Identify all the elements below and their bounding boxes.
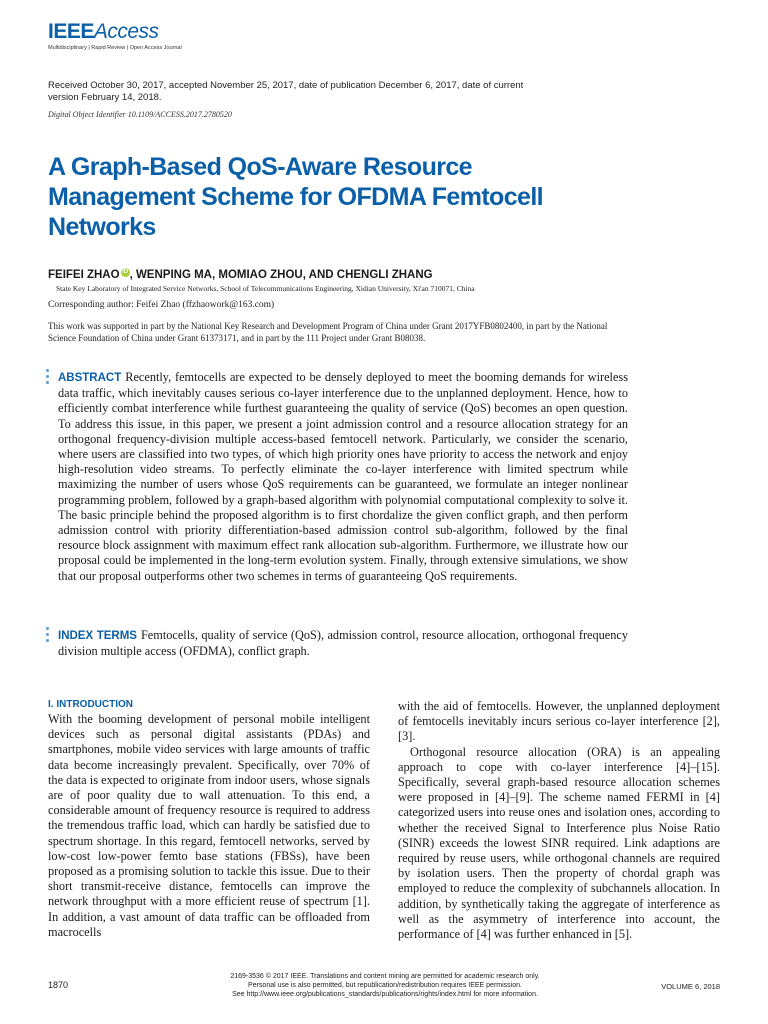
index-terms-text: Femtocells, quality of service (QoS), admission control, resource allocation, orthogonal frequency division multiple access (OFDMA), conflict graph. xyxy=(58,628,629,659)
affiliation: State Key Laboratory of Integrated Service Networks, School of Telecommunications Engineering, Xidian University, Xi'an 710071, China xyxy=(56,284,475,293)
page-number: 1870 xyxy=(48,980,69,990)
body-column-right xyxy=(398,699,720,942)
abstract-text: Recently, femtocells are expected to be densely deployed to meet the booming demands for wireless data traffic, which inevitably causes serious co-layer interference due to the unplanned deployment. Hence, how to efficiently combat interference while furthest guaranteeing the quality of service (QoS) becomes an open question. To address this issue, in this paper, we present a joint admission control and a resource allocation strategy for an orthogonal frequency-division multiple access-based femtocell network. Particularly, we consider the scenario, where users are classified into two types, of which high priority ones have priority to access the network and enjoy high-resolution video streams. To perfectly eliminate the co-layer interference with limited spectrum while maximizing the number of users whose QoS requirements can be guaranteed, we formulate an integer nonlinear programming problem, followed by a graph-based algorithm with polynomial computational complexity to solve it. The basic principle behind the proposed algorithm is to first chordalize the given conflict graph, and then perform admission control with priority differentiation-based admission control sub-algorithm, followed by the final resource block assignment with maximum effect rank allocation sub-algorithm. Furthermore, we illustrate how our proposal could be implemented in the long-term evolution system. Finally, through extensive simulations, we show that our proposal outperforms other two schemes in terms of guaranteeing QoS requirements. xyxy=(58,370,628,583)
journal-logo xyxy=(48,20,182,51)
abstract-heading: ABSTRACT xyxy=(58,372,122,384)
abstract-marker-icon xyxy=(46,369,49,387)
intro-paragraph-1-cont: with the aid of femtocells. However, the unplanned deployment of femtocells inevitably incurs serious co-layer interference [2], [3]. xyxy=(398,699,720,744)
index-terms xyxy=(58,628,628,659)
paper-title: A Graph-Based QoS-Aware Resource Management Scheme for OFDMA Femtocell Networks xyxy=(48,153,544,241)
orcid-icon[interactable]: iD xyxy=(122,269,129,275)
intro-paragraph-2: Orthogonal resource allocation (ORA) is an appealing approach to cope with co-layer interference [4]–[15]. Specifically, several graph-based resource allocation schemes were proposed in [4]–[9]. The scheme named FERMI in [4] categorized users into reuse ones and isolation ones, according to whether the received Signal to Interference plus Noise Ratio (SINR) exceeds the lowest SINR required. Link adaptions are required by reuse users, while orthogonal channels are required by isolation users. Then the property of chordal graph was employed to reduce the complexity of subchannels allocation. In addition, by synthetically taking the aggregate of interference as well as the asymmetry of interference into account, the performance of [4] was further enhanced in [5]. xyxy=(398,744,720,942)
author-list xyxy=(48,268,433,281)
doi: Digital Object Identifier 10.1109/ACCESS.2017.2780520 xyxy=(48,110,232,119)
index-terms-heading: INDEX TERMS xyxy=(58,630,137,642)
journal-tagline: Multidisciplinary | Rapid Review | Open Access Journal xyxy=(48,45,182,51)
section-heading-introduction: I. INTRODUCTION xyxy=(48,699,133,710)
volume-label: VOLUME 6, 2018 xyxy=(661,982,720,991)
index-terms-marker-icon xyxy=(46,627,49,645)
intro-paragraph-1: With the booming development of personal mobile intelligent devices such as personal digital assistants (PDAs) and smartphones, mobile video services with large amounts of traffic data become increasingly prevalent. Specifically, over 70% of the data is expected to originate from indoor users, whose signals are of poor quality due to wall attenuation. To this end, a considerable amount of frequency resource is required to address the tremendous traffic load, which can hardly be satisfied due to spectrum shortage. In this regard, femtocell networks, served by low-cost low-power femto base stations (FBSs), have been proposed as a promising solution to tackle this issue. Due to their short transmit-receive distance, femtocells can improve the network throughput with a more efficient reuse of spectrum [1]. In addition, a vast amount of data traffic can be offloaded from macrocells xyxy=(48,712,370,939)
footer-line-3: See http://www.ieee.org/publications_standards/publications/rights/index.html for more information. xyxy=(232,991,538,998)
corresponding-author: Corresponding author: Feifei Zhao (ffzhaowork@163.com) xyxy=(48,300,275,310)
footer-line-2: Personal use is also permitted, but republication/redistribution requires IEEE permission. xyxy=(248,982,522,989)
other-authors: , WENPING MA, MOMIAO ZHOU, AND CHENGLI ZHANG xyxy=(129,268,433,281)
logo-access: Access xyxy=(93,20,159,43)
copyright-footer xyxy=(190,972,580,999)
funding-note: This work was supported in part by the National Key Research and Development Program of China under Grant 2017YFB0802400, in part by the National Science Foundation of China under Grant 61373171, and in part by the 111 Project under Grant B08038. xyxy=(48,321,608,343)
body-column-left xyxy=(48,699,370,940)
logo-ieee: IEEE xyxy=(48,20,94,43)
abstract xyxy=(58,370,628,584)
footer-line-1: 2169-3536 © 2017 IEEE. Translations and content mining are permitted for academic research only. xyxy=(230,973,540,980)
received-dates: Received October 30, 2017, accepted November 25, 2017, date of publication December 6, 2017, date of current version February 14, 2018. xyxy=(48,80,524,103)
first-author: FEIFEI ZHAO xyxy=(48,268,120,281)
